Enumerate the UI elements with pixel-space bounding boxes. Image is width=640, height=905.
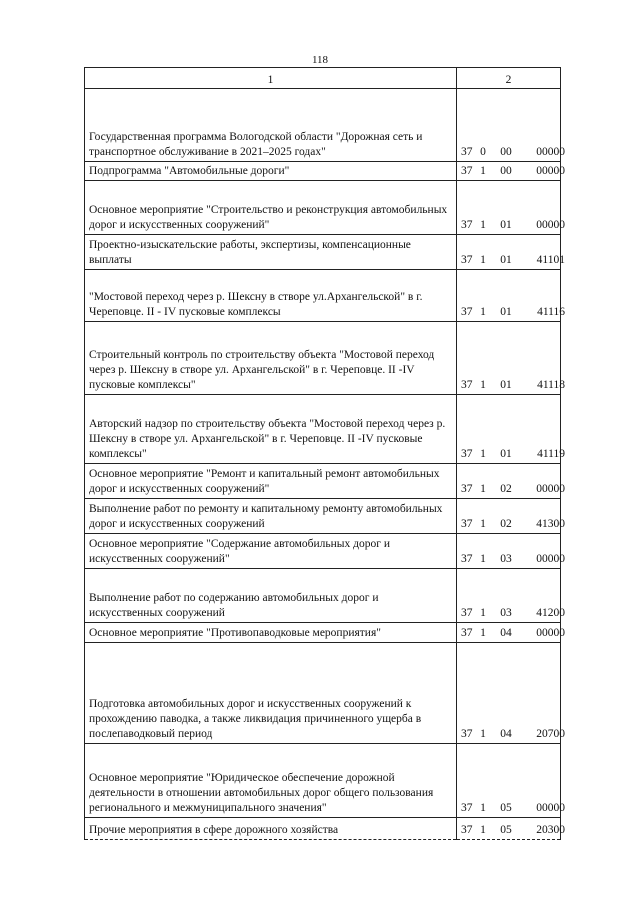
row-name: Основное мероприятие "Юридическое обеспечение дорожной деятельности в отношении автомобильных дорог общего пользования регионального и межмуниципального значения"	[85, 744, 457, 818]
direction-code: 20300	[536, 824, 565, 836]
subprogram-code: 0	[480, 146, 486, 158]
direction-code: 41116	[537, 306, 565, 318]
table-row	[85, 181, 561, 235]
column-header-code: 2	[457, 68, 561, 89]
program-code: 37	[461, 627, 473, 639]
program-code: 37	[461, 728, 473, 740]
table-row	[85, 643, 561, 744]
row-name: Основное мероприятие "Ремонт и капитальный ремонт автомобильных дорог и искусственных сооружений"	[85, 464, 457, 499]
activity-code: 01	[500, 448, 512, 460]
subprogram-code: 1	[480, 728, 486, 740]
row-code	[457, 744, 565, 818]
subprogram-code: 1	[480, 483, 486, 495]
row-code	[457, 643, 565, 744]
activity-code: 02	[500, 483, 512, 495]
row-name: Подготовка автомобильных дорог и искусственных сооружений к прохождению паводка, а также ликвидация причиненного ущерба в послепаводковый период	[85, 643, 457, 744]
program-code: 37	[461, 553, 473, 565]
row-code	[457, 162, 565, 181]
table-row	[85, 235, 561, 270]
table-row	[85, 270, 561, 322]
subprogram-code: 1	[480, 448, 486, 460]
table-row	[85, 395, 561, 464]
direction-code: 41200	[536, 607, 565, 619]
table-row	[85, 162, 561, 181]
activity-code: 05	[500, 802, 512, 814]
row-name: Подпрограмма "Автомобильные дороги"	[85, 162, 457, 181]
row-name: Строительный контроль по строительству объекта "Мостовой переход через р. Шексну в створе ул. Архангельской" в г. Череповце. II -IV пусковые комплексы"	[85, 322, 457, 395]
row-code	[457, 89, 565, 162]
subprogram-code: 1	[480, 607, 486, 619]
row-code	[457, 322, 565, 395]
program-code: 37	[461, 165, 473, 177]
program-code: 37	[461, 448, 473, 460]
row-code	[457, 569, 565, 623]
row-code	[457, 395, 565, 464]
table-row	[85, 499, 561, 534]
row-name: Основное мероприятие "Содержание автомобильных дорог и искусственных сооружений"	[85, 534, 457, 569]
row-name: Выполнение работ по ремонту и капитальному ремонту автомобильных дорог и искусственных сооружений	[85, 499, 457, 534]
activity-code: 03	[500, 607, 512, 619]
table-row	[85, 534, 561, 569]
subprogram-code: 1	[480, 802, 486, 814]
program-code: 37	[461, 379, 473, 391]
table-row	[85, 744, 561, 818]
program-code: 37	[461, 607, 473, 619]
direction-code: 00000	[536, 483, 565, 495]
table-row	[85, 89, 561, 162]
program-code: 37	[461, 802, 473, 814]
row-name: Выполнение работ по содержанию автомобильных дорог и искусственных сооружений	[85, 569, 457, 623]
column-header-name: 1	[85, 68, 457, 89]
program-code: 37	[461, 146, 473, 158]
subprogram-code: 1	[480, 165, 486, 177]
table-row	[85, 569, 561, 623]
page-number: 118	[311, 54, 329, 66]
subprogram-code: 1	[480, 824, 486, 836]
program-code: 37	[461, 254, 473, 266]
subprogram-code: 1	[480, 254, 486, 266]
table-row	[85, 464, 561, 499]
direction-code: 00000	[536, 627, 565, 639]
activity-code: 01	[500, 379, 512, 391]
row-name: Основное мероприятие "Противопаводковые мероприятия"	[85, 623, 457, 643]
direction-code: 41101	[536, 254, 565, 266]
row-code	[457, 499, 565, 534]
subprogram-code: 1	[480, 627, 486, 639]
direction-code: 41119	[537, 448, 565, 460]
direction-code: 00000	[536, 146, 565, 158]
direction-code: 00000	[536, 219, 565, 231]
activity-code: 00	[500, 146, 512, 158]
row-code	[457, 181, 565, 235]
subprogram-code: 1	[480, 553, 486, 565]
subprogram-code: 1	[480, 219, 486, 231]
row-code	[457, 270, 565, 322]
activity-code: 04	[500, 627, 512, 639]
activity-code: 01	[500, 306, 512, 318]
program-code: 37	[461, 483, 473, 495]
program-code: 37	[461, 824, 473, 836]
direction-code: 41118	[537, 379, 565, 391]
table-row	[85, 322, 561, 395]
direction-code: 20700	[536, 728, 565, 740]
budget-classification-table	[84, 67, 565, 840]
direction-code: 00000	[536, 802, 565, 814]
activity-code: 04	[500, 728, 512, 740]
subprogram-code: 1	[480, 306, 486, 318]
program-code: 37	[461, 219, 473, 231]
row-code	[457, 818, 565, 840]
direction-code: 00000	[536, 165, 565, 177]
row-name: Авторский надзор по строительству объекта "Мостовой переход через р. Шексну в створе ул. Архангельской" в г. Череповце. II -IV пусковые комплексы"	[85, 395, 457, 464]
table-row	[85, 818, 561, 840]
table-row	[85, 623, 561, 643]
row-name: Прочие мероприятия в сфере дорожного хозяйства	[85, 818, 457, 840]
direction-code: 41300	[536, 518, 565, 530]
activity-code: 01	[500, 254, 512, 266]
direction-code: 00000	[536, 553, 565, 565]
row-name: Государственная программа Вологодской области "Дорожная сеть и транспортное обслуживание в 2021–2025 годах"	[85, 89, 457, 162]
activity-code: 02	[500, 518, 512, 530]
activity-code: 01	[500, 219, 512, 231]
row-name: "Мостовой переход через р. Шексну в створе ул.Архангельской" в г. Череповце. II - IV пусковые комплексы	[85, 270, 457, 322]
row-code	[457, 623, 565, 643]
activity-code: 03	[500, 553, 512, 565]
activity-code: 05	[500, 824, 512, 836]
row-code	[457, 534, 565, 569]
row-code	[457, 235, 565, 270]
program-code: 37	[461, 306, 473, 318]
subprogram-code: 1	[480, 518, 486, 530]
subprogram-code: 1	[480, 379, 486, 391]
row-code	[457, 464, 565, 499]
table-header-row	[85, 68, 561, 89]
activity-code: 00	[500, 165, 512, 177]
row-name: Проектно-изыскательские работы, экспертизы, компенсационные выплаты	[85, 235, 457, 270]
program-code: 37	[461, 518, 473, 530]
row-name: Основное мероприятие "Строительство и реконструкция автомобильных дорог и искусственных сооружений"	[85, 181, 457, 235]
